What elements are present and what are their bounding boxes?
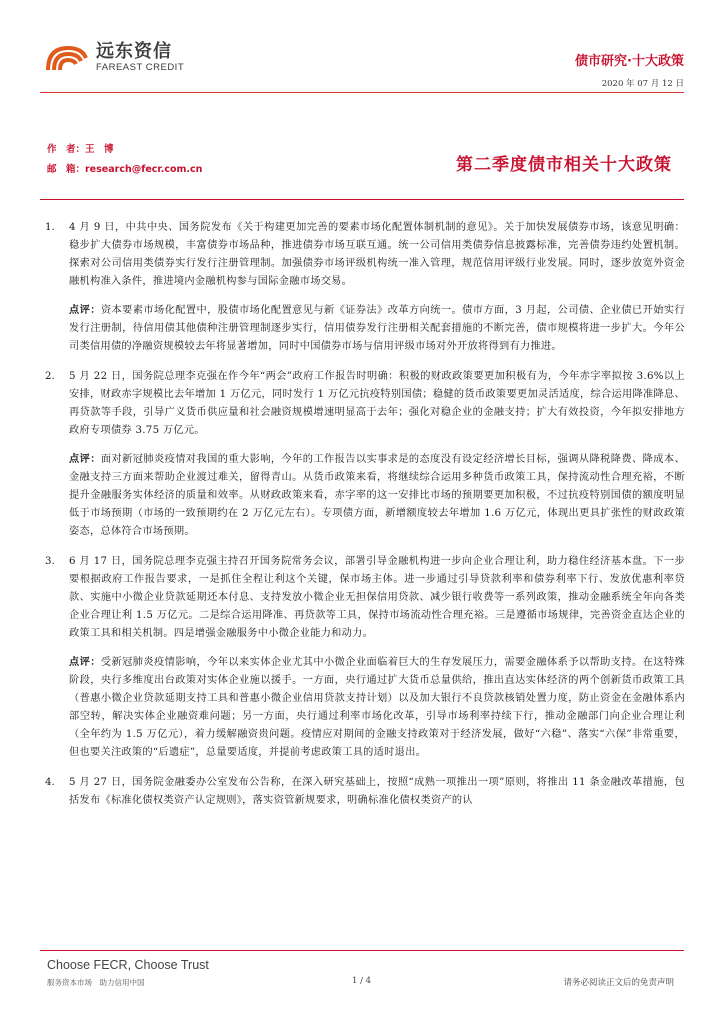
item-number: 2. [45,371,55,382]
fareast-credit-logo-icon [42,40,90,76]
comment-label: 点评： [69,656,101,668]
author-line: 作 者：王 博 [47,144,114,155]
footer-divider [40,950,684,951]
page-title: 第二季度债市相关十大政策 [456,155,672,175]
comment-text: 资本要素市场化配置中，股债市场化配置意见与新《证券法》改革方向统一。债市方面，3 月起，公司债、企业债已开始实行发行注册制，待信用债其他债种注册管理制逐步实行，信用债券发行注册相关配套措施的不断完善，债市规模将进一步扩大。今年公司类信用债的净融资规模较去年将显著增加，同时中国债券市场与信用评级市场对外开放将得到有力推进。 [69,305,686,352]
footer-slogan: Choose FECR, Choose Trust [47,958,209,972]
comment-label: 点评： [69,304,101,316]
comment-text: 受新冠肺炎疫情影响，今年以来实体企业尤其中小微企业面临着巨大的生存发展压力，需要金融体系予以帮助支持。在这特殊阶段，央行多维度出台政策对实体企业施以援手。一方面，央行通过扩大货币总量供给，推出直达实体经济的两个创新货币政策工具（普惠小微企业贷款延期支持工具和普惠小微企业信用贷款支持计划）以及加大银行不良贷款核销处置力度，防止资金在金融体系内部空转，解决实体企业融资难问题；另一方面，央行通过利率市场化改革，引导市场利率持续下行，推动金融部门向企业合理让利（全年约为 1.5 万亿元），着力缓解融资贵问题。疫情应对期间的金融支持政策对于经济发展，做好“六稳”、落实“六保”非常重要，但也要关注政策的“后遗症”，总量要适度，并提前考虑政策工具的适时退出。 [69,657,685,758]
comment-text: 面对新冠肺炎疫情对我国的重大影响，今年的工作报告以实事求是的态度没有设定经济增长目标，强调从降税降费、降成本、金融支持三方面来帮助企业渡过难关，留得青山。从货币政策来看，将继续综合运用多种货币政策工具，保持流动性合理充裕，不断提升金融服务实体经济的质量和效率。从财政政策来看，赤字率的这一安排比市场的预期要更加积极，不过抗疫特别国债的额度明显低于市场预期（市场的一致预期约在 2 万亿元左右）。专项债方面，新增额度较去年增加 1.6 万亿元，体现出更具扩张性的财政政策姿态，总体符合市场预期。 [69,454,685,537]
policy-item-3 [45,553,685,762]
author-block [47,140,202,180]
header-divider [40,92,684,93]
item-number: 1. [45,222,55,233]
title-divider [40,199,684,200]
report-series: 债市研究·十大政策 [575,54,684,69]
disclaimer-note: 请务必阅读正文后的免责声明 [563,978,674,988]
policy-item-4 [45,774,685,810]
policy-text: 6 月 17 日，国务院总理李克强主持召开国务院常务会议，部署引导金融机构进一步向企业合理让利，助力稳住经济基本盘。下一步要根据政府工作报告要求，一是抓住全程让利这个关键，保市场主体。进一步通过引导贷款利率和债券利率下行、发放优惠利率贷款、实施中小微企业贷款延期还本付息、支持发放小微企业无担保信用贷款、减少银行收费等一系列政策，推动金融系统全年向各类企业合理让利 1.5 万亿元。二是综合运用降准、再贷款等工具，保持市场流动性合理充裕。三是遵循市场规律，完善资金直达企业的政策工具和相关机制。四是增强金融服务中小微企业能力和动力。 [69,556,685,639]
policy-item-2 [45,368,685,541]
policy-comment [69,653,685,762]
page-number: 1 / 4 [352,976,372,986]
policy-item-1 [45,219,685,356]
email-line: 邮 箱：research@fecr.com.cn [47,164,203,175]
policy-comment [69,301,685,356]
policy-text: 4 月 9 日，中共中央、国务院发布《关于构建更加完善的要素市场化配置体制机制的意见》。关于加快发展债券市场，该意见明确：稳步扩大债券市场规模，丰富债券市场品种，推进债券市场互联互通。统一公司信用类债券信息披露标准，完善债券违约处置机制。探索对公司信用类债券实行发行注册管理制。加强债券市场评级机构统一准入管理，规范信用评级行业发展。同时，逐步放宽外资金融机构准入条件，推进境内金融机构参与国际金融市场交易。 [69,222,685,287]
policy-text: 5 月 22 日，国务院总理李克强在作今年“两会”政府工作报告时明确：积极的财政政策要更加积极有为，今年赤字率拟按 3.6%以上安排，财政赤字规模比去年增加 1 万亿元，同时发行 1 万亿元抗疫特别国债；稳健的货币政策要更加灵活适度，综合运用降准降息、再贷款等手段，引导广义货币供应量和社会融资规模增速明显高于去年；强化对稳企业的金融支持；扩大有效投资，今年拟安排地方政府专项债券 3.75 万亿元。 [69,371,685,436]
policy-comment [69,450,685,541]
comment-label: 点评： [69,453,101,465]
brand-name-en: FAREAST CREDIT [96,62,185,73]
item-number: 4. [45,777,55,788]
policy-list [45,219,685,822]
report-header-meta [575,50,684,89]
policy-text: 5 月 27 日，国务院金融委办公室发布公告称，在深入研究基础上，按照“成熟一项推出一项”原则，将推出 11 条金融改革措施，包括发布《标准化债权类资产认定规则》，落实资管新规要求，明确标准化债权类资产的认 [69,777,685,806]
company-logo [42,40,184,76]
brand-name-cn: 远东资信 [96,41,172,62]
report-date: 2020 年 07 月 12 日 [601,79,684,89]
item-number: 3. [45,556,55,567]
footer-sub-slogan: 服务资本市场 助力信用中国 [47,978,145,987]
